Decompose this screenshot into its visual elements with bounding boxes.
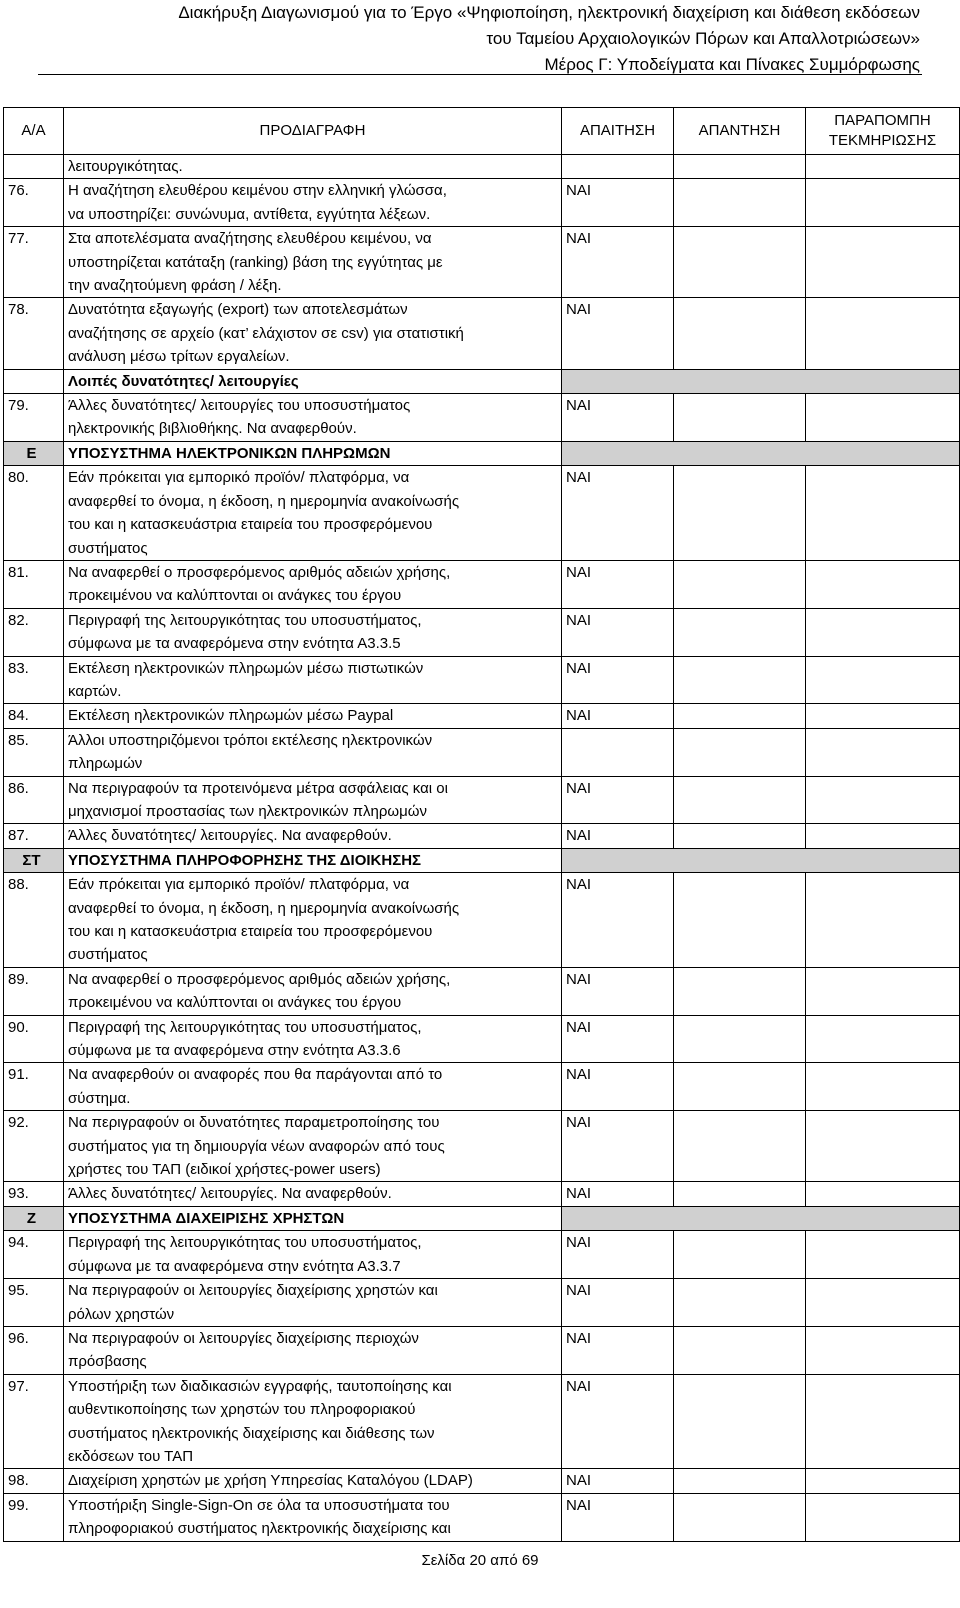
row-answer <box>674 1279 806 1327</box>
row-reference <box>806 1182 960 1206</box>
section-row <box>4 1206 960 1230</box>
specification-line: αυθεντικοποίησης των χρηστών του πληροφοριακού <box>68 1401 416 1419</box>
row-number: 78. <box>4 298 64 369</box>
specification-line: Να αναφερθούν οι αναφορές που θα παράγονται από το <box>68 1066 443 1084</box>
row-requirement: ΝΑΙ <box>562 1231 674 1279</box>
specification-line: Υποστήριξη Single-Sign-On σε όλα τα υποσυστήματα του <box>68 1496 450 1514</box>
row-specification <box>64 656 562 704</box>
row-number: 90. <box>4 1015 64 1063</box>
section-shading <box>562 369 960 393</box>
row-answer <box>674 1182 806 1206</box>
row-reference <box>806 1279 960 1327</box>
row-number: 80. <box>4 466 64 561</box>
column-header-answer: ΑΠΑΝΤΗΣΗ <box>674 108 806 155</box>
header-line-3: Μέρος Γ: Υποδείγματα και Πίνακες Συμμόρφωσης <box>544 55 920 74</box>
row-number: 96. <box>4 1326 64 1374</box>
row-specification <box>64 1374 562 1469</box>
row-specification <box>64 394 562 442</box>
row-answer <box>674 227 806 298</box>
row-answer <box>674 704 806 728</box>
specification-line: πρόσβασης <box>68 1353 147 1371</box>
row-specification <box>64 873 562 968</box>
section-title: Λοιπές δυνατότητες/ λειτουργίες <box>64 369 562 393</box>
row-specification <box>64 179 562 227</box>
row-reference <box>806 466 960 561</box>
specification-line: μηχανισμοί προστασίας των ηλεκτρονικών πληρωμών <box>68 802 427 820</box>
row-number: 92. <box>4 1111 64 1182</box>
table-row <box>4 1182 960 1206</box>
specification-line: ανάλυση μέσω τρίτων εργαλείων. <box>68 348 290 366</box>
row-reference <box>806 967 960 1015</box>
table-row <box>4 608 960 656</box>
table-row <box>4 824 960 848</box>
row-number: 95. <box>4 1279 64 1327</box>
row-reference <box>806 1111 960 1182</box>
table-row <box>4 560 960 608</box>
row-specification <box>64 1326 562 1374</box>
specification-line: αναφερθεί το όνομα, η έκδοση, η ημερομηνία ανακοίνωσής <box>68 492 460 510</box>
table-row <box>4 873 960 968</box>
specification-line: σύμφωνα με τα αναφερόμενα στην ενότητα Α3.3.6 <box>68 1042 401 1060</box>
section-code: ΣΤ <box>4 848 64 872</box>
specification-line: σύμφωνα με τα αναφερόμενα στην ενότητα Α3.3.7 <box>68 1257 401 1275</box>
row-requirement: ΝΑΙ <box>562 1374 674 1469</box>
row-answer <box>674 1374 806 1469</box>
specification-line: ρόλων χρηστών <box>68 1305 175 1323</box>
table-row <box>4 1469 960 1493</box>
row-specification <box>64 824 562 848</box>
specification-line: Περιγραφή της λειτουργικότητας του υποσυστήματος, <box>68 611 422 629</box>
row-requirement: ΝΑΙ <box>562 394 674 442</box>
column-header-reference: ΠΑΡΑΠΟΜΠΗ ΤΕΚΜΗΡΙΩΣΗΣ <box>806 108 960 155</box>
row-number: 94. <box>4 1231 64 1279</box>
row-answer <box>674 776 806 824</box>
section-title: ΥΠΟΣΥΣΤΗΜΑ ΠΛΗΡΟΦΟΡΗΣΗΣ ΤΗΣ ΔΙΟΙΚΗΣΗΣ <box>64 848 562 872</box>
section-code <box>4 369 64 393</box>
section-code: Ζ <box>4 1206 64 1230</box>
row-reference <box>806 1374 960 1469</box>
row-number: 99. <box>4 1493 64 1541</box>
specification-line: καρτών. <box>68 682 122 700</box>
specification-line: Να περιγραφούν οι λειτουργίες διαχείρισης χρηστών και <box>68 1282 438 1300</box>
row-specification <box>64 704 562 728</box>
specification-line: Στα αποτελέσματα αναζήτησης ελευθέρου κειμένου, να <box>68 230 432 248</box>
row-number: 88. <box>4 873 64 968</box>
specification-line: Να αναφερθεί ο προσφερόμενος αριθμός αδειών χρήσης, <box>68 970 451 988</box>
row-answer <box>674 967 806 1015</box>
row-specification <box>64 1493 562 1541</box>
specification-line: του και η κατασκευάστρια εταιρεία του προσφερόμενου <box>68 516 433 534</box>
table-row <box>4 179 960 227</box>
row-number: 76. <box>4 179 64 227</box>
row-number: 84. <box>4 704 64 728</box>
table-row <box>4 227 960 298</box>
row-reference <box>806 1231 960 1279</box>
row-number: 98. <box>4 1469 64 1493</box>
row-specification <box>64 728 562 776</box>
row-reference <box>806 179 960 227</box>
row-answer <box>674 394 806 442</box>
row-number: 91. <box>4 1063 64 1111</box>
table-row <box>4 1015 960 1063</box>
row-reference <box>806 1015 960 1063</box>
specification-line: χρήστες του ΤΑΠ (ειδικοί χρήστες-power users) <box>68 1161 381 1179</box>
row-specification <box>64 1182 562 1206</box>
table-row <box>4 1279 960 1327</box>
row-answer <box>674 155 806 179</box>
specification-line: Να περιγραφούν οι λειτουργίες διαχείρισης περιοχών <box>68 1329 419 1347</box>
row-answer <box>674 466 806 561</box>
compliance-table <box>3 107 960 1542</box>
section-shading <box>562 848 960 872</box>
row-requirement: ΝΑΙ <box>562 179 674 227</box>
specification-line: συστήματος <box>68 539 148 557</box>
column-header-aa: Α/Α <box>4 108 64 155</box>
row-requirement: ΝΑΙ <box>562 298 674 369</box>
row-reference <box>806 1326 960 1374</box>
section-title: ΥΠΟΣΥΣΤΗΜΑ ΗΛΕΚΤΡΟΝΙΚΩΝ ΠΛΗΡΩΜΩΝ <box>64 441 562 465</box>
specification-line: Διαχείριση χρηστών με χρήση Υπηρεσίας Καταλόγου (LDAP) <box>68 1472 473 1490</box>
row-reference <box>806 728 960 776</box>
row-reference <box>806 776 960 824</box>
specification-line: συστήματος για τη δημιουργία νέων αναφορών από τους <box>68 1137 445 1155</box>
row-number: 81. <box>4 560 64 608</box>
row-reference <box>806 155 960 179</box>
row-answer <box>674 1231 806 1279</box>
row-number: 82. <box>4 608 64 656</box>
specification-line: Εάν πρόκειται για εμπορικό προϊόν/ πλατφόρμα, να <box>68 876 410 894</box>
row-answer <box>674 1493 806 1541</box>
row-reference <box>806 1469 960 1493</box>
row-answer <box>674 656 806 704</box>
row-requirement: ΝΑΙ <box>562 1469 674 1493</box>
page-header <box>178 0 920 78</box>
row-answer <box>674 1326 806 1374</box>
specification-line: αναφερθεί το όνομα, η έκδοση, η ημερομηνία ανακοίνωσής <box>68 899 460 917</box>
specification-line: σύμφωνα με τα αναφερόμενα στην ενότητα Α3.3.5 <box>68 635 401 653</box>
row-reference <box>806 1493 960 1541</box>
specification-line: Περιγραφή της λειτουργικότητας του υποσυστήματος, <box>68 1018 422 1036</box>
row-reference <box>806 227 960 298</box>
row-requirement: ΝΑΙ <box>562 704 674 728</box>
row-answer <box>674 1469 806 1493</box>
row-specification <box>64 967 562 1015</box>
column-header-requirement: ΑΠΑΙΤΗΣΗ <box>562 108 674 155</box>
row-specification <box>64 776 562 824</box>
row-requirement: ΝΑΙ <box>562 1182 674 1206</box>
row-requirement: ΝΑΙ <box>562 560 674 608</box>
row-specification <box>64 608 562 656</box>
row-requirement: ΝΑΙ <box>562 1015 674 1063</box>
specification-line: πληρωμών <box>68 755 143 773</box>
row-answer <box>674 608 806 656</box>
row-answer <box>674 728 806 776</box>
specification-line: του και η κατασκευάστρια εταιρεία του προσφερόμενου <box>68 923 433 940</box>
table-row <box>4 1374 960 1469</box>
table-row <box>4 466 960 561</box>
row-answer <box>674 179 806 227</box>
specification-line: αναζήτησης σε αρχείο (κατ’ ελάχιστον σε csv) για στατιστική <box>68 324 464 342</box>
table-row <box>4 1111 960 1182</box>
row-answer <box>674 1063 806 1111</box>
table-row <box>4 298 960 369</box>
row-requirement: ΝΑΙ <box>562 967 674 1015</box>
row-number: 86. <box>4 776 64 824</box>
row-reference <box>806 1063 960 1111</box>
table-header-row <box>4 108 960 155</box>
row-answer <box>674 1111 806 1182</box>
row-reference <box>806 298 960 369</box>
row-number: 87. <box>4 824 64 848</box>
section-shading <box>562 1206 960 1230</box>
header-line-1: Διακήρυξη Διαγωνισμού για το Έργο «Ψηφιοποίηση, ηλεκτρονική διαχείριση και διάθεση εκδόσεων <box>178 3 920 22</box>
specification-line: Η αναζήτηση ελευθέρου κειμένου στην ελληνική γλώσσα, <box>68 182 447 200</box>
specification-line: συστήματος <box>68 946 148 964</box>
row-specification <box>64 1063 562 1111</box>
row-requirement: ΝΑΙ <box>562 1111 674 1182</box>
row-requirement: ΝΑΙ <box>562 656 674 704</box>
row-requirement: ΝΑΙ <box>562 776 674 824</box>
row-specification <box>64 1279 562 1327</box>
specification-line: σύστημα. <box>68 1089 131 1107</box>
specification-line: προκειμένου να καλύπτονται οι ανάγκες του έργου <box>68 587 402 605</box>
table-row <box>4 155 960 179</box>
row-reference <box>806 560 960 608</box>
row-number: 97. <box>4 1374 64 1469</box>
row-requirement: ΝΑΙ <box>562 1493 674 1541</box>
row-number: 89. <box>4 967 64 1015</box>
specification-line: Άλλες δυνατότητες/ λειτουργίες του υποσυστήματος <box>68 397 411 415</box>
row-requirement <box>562 728 674 776</box>
row-requirement: ΝΑΙ <box>562 466 674 561</box>
row-number: 85. <box>4 728 64 776</box>
row-requirement: ΝΑΙ <box>562 873 674 968</box>
section-shading <box>562 441 960 465</box>
specification-line: Να αναφερθεί ο προσφερόμενος αριθμός αδειών χρήσης, <box>68 563 451 581</box>
specification-line: Δυνατότητα εξαγωγής (export) των αποτελεσμάτων <box>68 301 408 319</box>
specification-line: ηλεκτρονικής βιβλιοθήκης. Να αναφερθούν. <box>68 420 357 438</box>
specification-line: Άλλοι υποστηριζόμενοι τρόποι εκτέλεσης ηλεκτρονικών <box>68 731 433 749</box>
row-specification <box>64 560 562 608</box>
specification-line: Να περιγραφούν τα προτεινόμενα μέτρα ασφάλειας και οι <box>68 779 448 797</box>
row-number: 83. <box>4 656 64 704</box>
header-divider <box>38 74 922 75</box>
row-requirement: ΝΑΙ <box>562 1326 674 1374</box>
table-row <box>4 728 960 776</box>
row-number: 93. <box>4 1182 64 1206</box>
specification-line: Εάν πρόκειται για εμπορικό προϊόν/ πλατφόρμα, να <box>68 469 410 487</box>
row-answer <box>674 873 806 968</box>
specification-line: προκειμένου να καλύπτονται οι ανάγκες του έργου <box>68 994 402 1012</box>
specification-line: συστήματος ηλεκτρονικής διαχείρισης και διάθεσης των <box>68 1424 435 1442</box>
specification-line: Εκτέλεση ηλεκτρονικών πληρωμών μέσω Paypal <box>68 707 394 725</box>
section-code: Ε <box>4 441 64 465</box>
page-number: Σελίδα 20 από 69 <box>421 1552 539 1569</box>
row-answer <box>674 1015 806 1063</box>
row-requirement: ΝΑΙ <box>562 1063 674 1111</box>
table-row <box>4 394 960 442</box>
row-requirement: ΝΑΙ <box>562 824 674 848</box>
row-requirement <box>562 155 674 179</box>
row-specification <box>64 298 562 369</box>
row-specification <box>64 1015 562 1063</box>
section-title: ΥΠΟΣΥΣΤΗΜΑ ΔΙΑΧΕΙΡΙΣΗΣ ΧΡΗΣΤΩΝ <box>64 1206 562 1230</box>
specification-line: Άλλες δυνατότητες/ λειτουργίες. Να αναφερθούν. <box>68 827 392 845</box>
specification-line: Άλλες δυνατότητες/ λειτουργίες. Να αναφερθούν. <box>68 1185 392 1203</box>
row-requirement: ΝΑΙ <box>562 608 674 656</box>
row-answer <box>674 560 806 608</box>
specification-line: την αναζητούμενη φράση / λέξη. <box>68 277 282 295</box>
specification-line: Περιγραφή της λειτουργικότητας του υποσυστήματος, <box>68 1234 422 1252</box>
row-reference <box>806 704 960 728</box>
row-specification <box>64 1231 562 1279</box>
section-row <box>4 441 960 465</box>
row-reference <box>806 394 960 442</box>
row-requirement: ΝΑΙ <box>562 227 674 298</box>
specification-line: εκδόσεων του ΤΑΠ <box>68 1447 194 1465</box>
table-row <box>4 1231 960 1279</box>
table-row <box>4 1063 960 1111</box>
column-header-specification: ΠΡΟΔΙΑΓΡΑΦΗ <box>64 108 562 155</box>
row-specification <box>64 155 562 179</box>
specification-line: να υποστηρίζει: συνώνυμα, αντίθετα, εγγύτητα λέξεων. <box>68 205 431 223</box>
row-reference <box>806 656 960 704</box>
specification-line: υποστηρίζεται κατάταξη (ranking) βάση της εγγύτητας με <box>68 253 443 271</box>
row-number <box>4 155 64 179</box>
table-row <box>4 704 960 728</box>
header-line-2: του Ταμείου Αρχαιολογικών Πόρων και Απαλλοτριώσεων» <box>486 29 920 48</box>
row-specification <box>64 227 562 298</box>
table-row <box>4 1326 960 1374</box>
specification-line: Να περιγραφούν οι δυνατότητες παραμετροποίησης του <box>68 1114 440 1132</box>
row-answer <box>674 298 806 369</box>
table-row <box>4 967 960 1015</box>
row-reference <box>806 608 960 656</box>
row-requirement: ΝΑΙ <box>562 1279 674 1327</box>
specification-line: Υποστήριξη των διαδικασιών εγγραφής, ταυτοποίησης και <box>68 1377 452 1395</box>
row-specification <box>64 1111 562 1182</box>
row-specification <box>64 1469 562 1493</box>
section-row <box>4 848 960 872</box>
row-reference <box>806 873 960 968</box>
row-reference <box>806 824 960 848</box>
specification-line: λειτουργικότητας. <box>68 158 183 175</box>
specification-line: πληροφοριακού συστήματος ηλεκτρονικής διαχείρισης και <box>68 1520 451 1538</box>
specification-line: Εκτέλεση ηλεκτρονικών πληρωμών μέσω πιστωτικών <box>68 659 424 677</box>
row-number: 77. <box>4 227 64 298</box>
table-row <box>4 1493 960 1541</box>
table-row <box>4 776 960 824</box>
row-specification <box>64 466 562 561</box>
subsection-row <box>4 369 960 393</box>
row-answer <box>674 824 806 848</box>
row-number: 79. <box>4 394 64 442</box>
table-row <box>4 656 960 704</box>
